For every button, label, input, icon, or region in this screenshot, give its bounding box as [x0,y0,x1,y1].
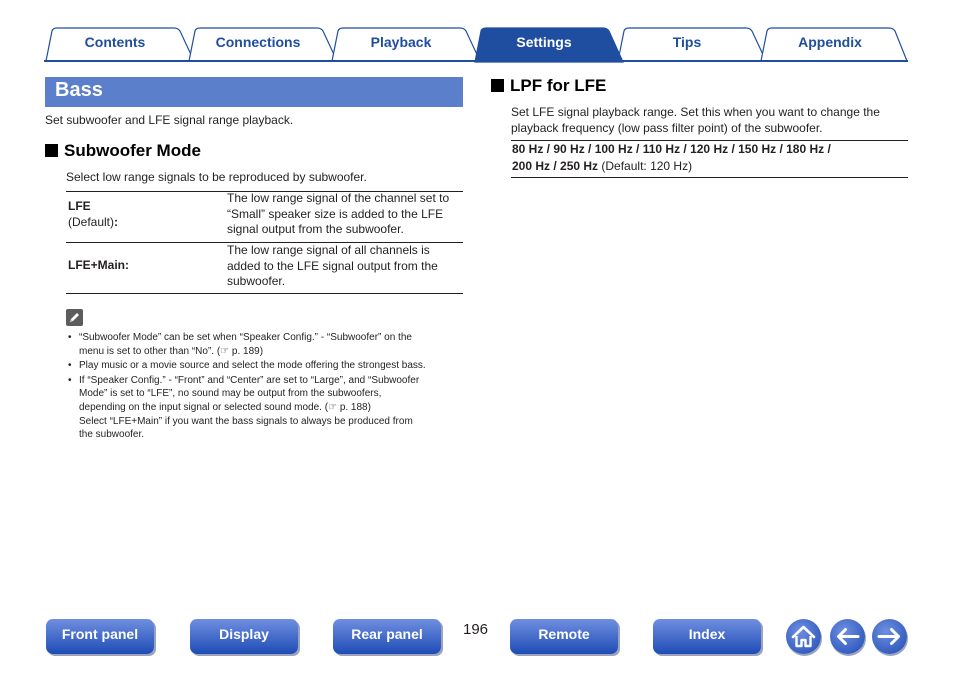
home-button[interactable] [786,619,821,654]
page-reference-link[interactable]: p. 188) [339,401,371,413]
page-number: 196 [463,621,489,638]
reference-hand-icon: ☞ [220,345,230,357]
list-item: • “Subwoofer Mode” can be set when “Speaker Config.” - “Subwoofer” on the menu is set to other than “No”. (☞ p. 189) [68,332,412,357]
forward-arrow-icon [872,619,907,654]
tab-playback[interactable]: Playback [370,34,432,50]
rear-panel-button[interactable]: Rear panel [333,619,441,654]
pencil-note-icon [66,309,83,326]
lpf-description: Set LFE signal playback range. Set this when you want to change the playback frequency (low pass filter point) of the subwoofer. [511,105,880,135]
tab-contents[interactable]: Contents [84,34,146,50]
forward-button[interactable] [872,619,907,654]
section-title-bar [45,77,463,107]
lpf-values: 80 Hz / 90 Hz / 100 Hz / 110 Hz / 120 Hz / 150 Hz / 180 Hz / 200 Hz / 250 Hz (Default: 120 Hz) [512,142,831,173]
tab-underline [44,60,908,62]
remote-button[interactable]: Remote [510,619,618,654]
subwoofer-mode-heading: Subwoofer Mode [45,141,201,161]
home-icon [786,619,821,654]
index-button[interactable]: Index [653,619,761,654]
lpf-heading: LPF for LFE [491,76,606,96]
heading-square-icon [45,144,58,157]
front-panel-button[interactable]: Front panel [46,619,154,654]
tab-settings[interactable]: Settings [516,34,572,50]
page-title: Bass [55,79,103,101]
table-rule-bottom [66,293,463,294]
tab-appendix[interactable]: Appendix [798,34,862,50]
reference-hand-icon: ☞ [328,401,338,413]
table-row-lfe-main-name: LFE+Main: [68,258,130,272]
section-intro: Set subwoofer and LFE signal range playback. [45,113,294,127]
tab-tips[interactable]: Tips [672,34,702,50]
page-reference-link[interactable]: p. 189) [231,345,264,357]
tab-connections[interactable]: Connections [215,34,301,50]
lpf-rule-bottom [511,177,908,178]
heading-square-icon [491,79,504,92]
back-arrow-icon [830,619,865,654]
back-button[interactable] [830,619,865,654]
tab-bar [44,27,908,62]
list-item: • Play music or a movie source and select the mode offering the strongest bass. [68,360,426,372]
table-row-lfe-main-desc: The low range signal of all channels is added to the LFE signal output from the subwoofer. [227,243,438,288]
subwoofer-mode-description: Select low range signals to be reproduced by subwoofer. [66,170,367,184]
list-item: • If “Speaker Config.” - “Front” and “Center” are set to “Large”, and “Subwoofer Mode” is set to “LFE”, no sound may be output from the subwoofers, depending on the input signal or selected sound mode. (☞ p. 188) Select “LFE+Main” if you want the bass signals to always be produced from the subwoofer. [68,374,420,441]
table-row-lfe-name: LFE (Default): [68,199,119,229]
display-button[interactable]: Display [190,619,298,654]
table-row-lfe-desc: The low range signal of the channel set to “Small” speaker size is added to the LFE signal output from the subwoofer. [227,191,450,236]
notes-list [66,331,466,443]
